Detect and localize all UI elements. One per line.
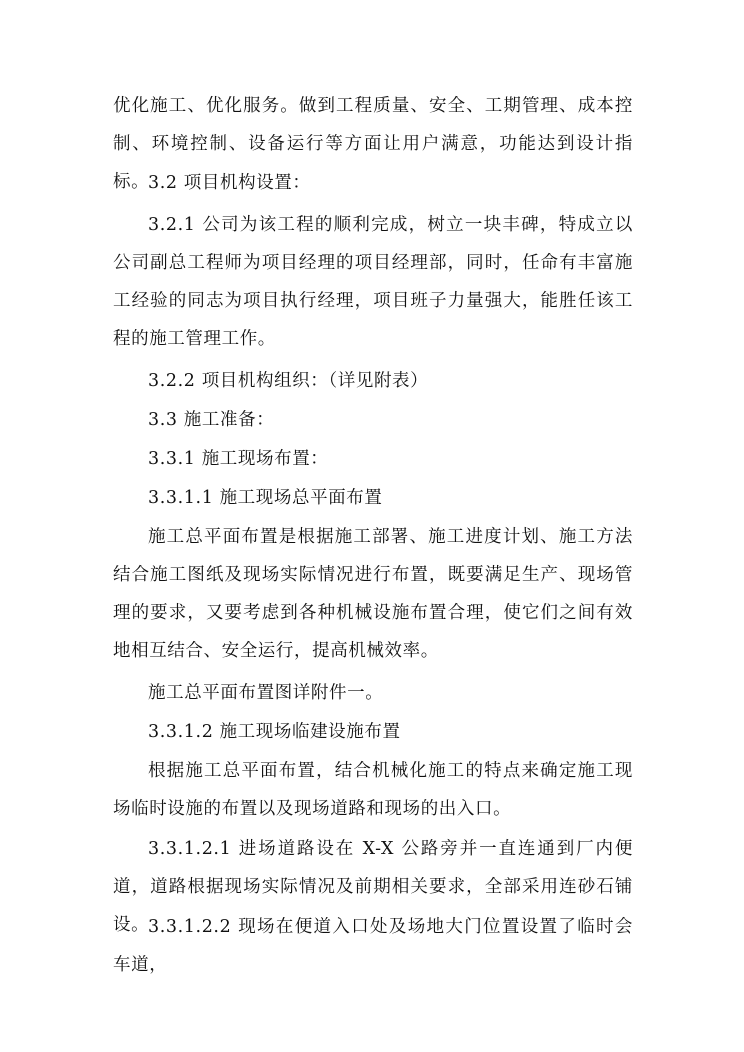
paragraph-layout-attachment: 施工总平面布置图详附件一。: [148, 683, 384, 703]
paragraph-3-2-1: 3.2.1 公司为该工程的顺利完成，树立一块丰碑，特成立以公司副总工程师为项目经理的项目经理部，同时，任命有丰富施工经验的同志为项目执行经理，项目班子力量强大，能胜任该工程的施工管理工作。: [113, 215, 633, 349]
heading-3-2: 3.2 项目机构设置：: [148, 173, 311, 193]
paragraph-3-3-1-2-2: 3.3.1.2.2 现场在便道入口处及场地大门位置设置了临时会车道，: [113, 917, 633, 975]
heading-3-3-1-2: 3.3.1.2 施工现场临建设施布置: [148, 722, 401, 742]
paragraph-service-optimization: 优化施工、优化服务。做到工程质量、安全、工期管理、成本控制、环境控制、设备运行等方面让用户满意，功能达到设计指标。: [113, 96, 633, 192]
paragraph-3-3-1-2-1: 3.3.1.2.1 进场道路设在 X-X 公路旁并一直连通到厂内便道，道路根据现场实际情况及前期相关要求，全部采用连砂石铺设。: [113, 839, 633, 935]
heading-3-3-1: 3.3.1 施工现场布置：: [148, 449, 329, 469]
heading-3-3: 3.3 施工准备：: [148, 410, 275, 430]
paragraph-site-layout: 施工总平面布置是根据施工部署、施工进度计划、施工方法结合施工图纸及现场实际情况进行布置，既要满足生产、现场管理的要求，又要考虑到各种机械设施布置合理，使它们之间有效地相互结合、安全运行，提高机械效率。: [113, 527, 633, 661]
heading-3-2-2: 3.2.2 项目机构组织：（详见附表）: [148, 371, 429, 391]
paragraph-temporary-facilities: 根据施工总平面布置，结合机械化施工的特点来确定施工现场临时设施的布置以及现场道路和现场的出入口。: [113, 761, 633, 819]
heading-3-3-1-1: 3.3.1.1 施工现场总平面布置: [148, 488, 383, 508]
